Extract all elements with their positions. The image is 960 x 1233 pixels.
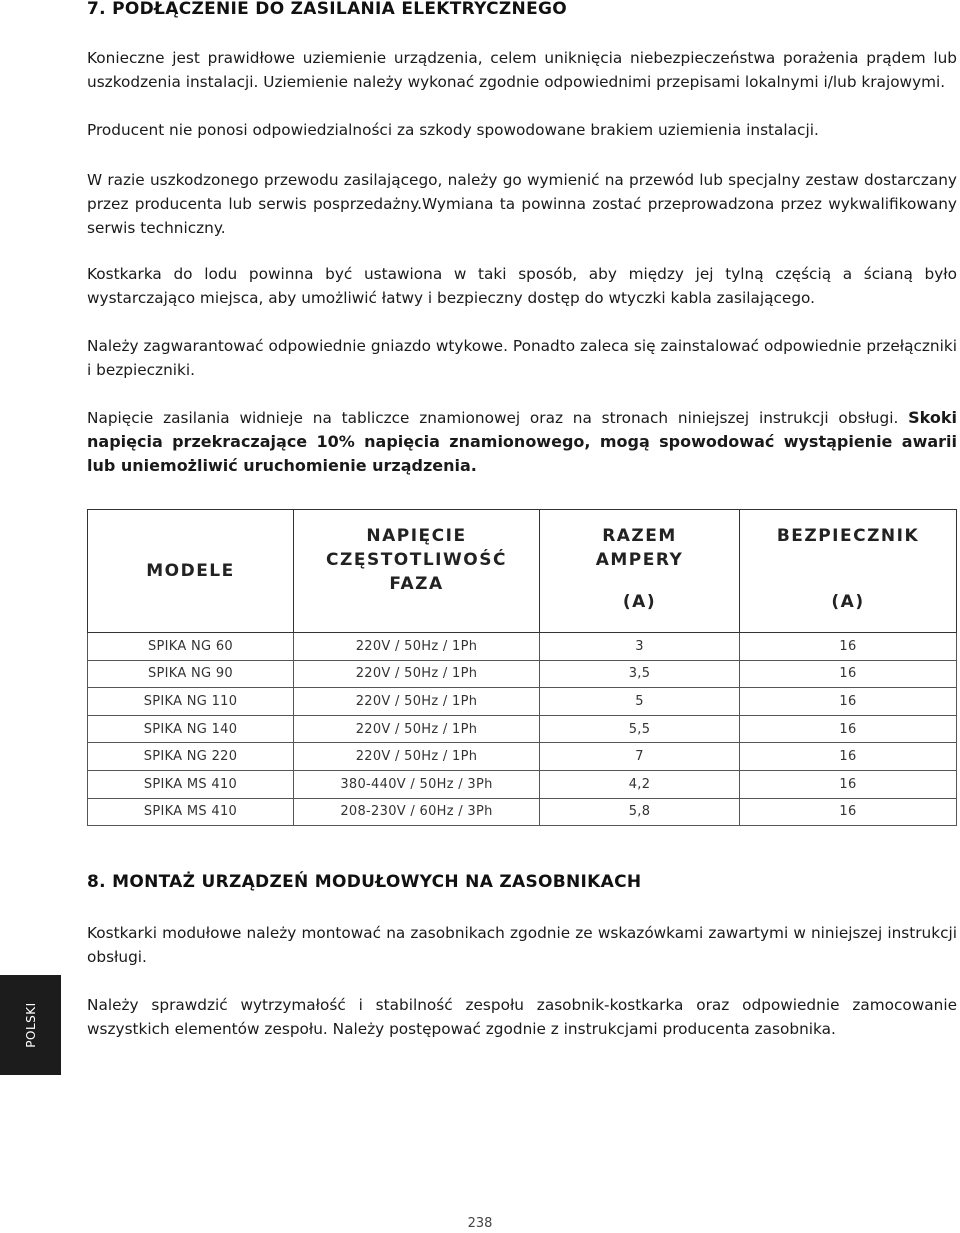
cell-fuse: 16 [740,715,957,743]
section-7-heading: 7. PODŁĄCZENIE DO ZASILANIA ELEKTRYCZNEGO [87,0,567,19]
cell-model: SPIKA MS 410 [88,770,294,798]
cell-supply: 220V / 50Hz / 1Ph [294,715,540,743]
paragraph-liability: Producent nie ponosi odpowiedzialności za szkody spowodowane brakiem uziemienia instalacji. [87,121,819,139]
cell-model: SPIKA NG 90 [88,660,294,688]
header-fuse-unit: (A) [831,592,865,612]
table-row [88,688,957,716]
cell-amps: 7 [540,743,740,771]
paragraph-socket: Należy zagwarantować odpowiednie gniazdo wtykowe. Ponadto zaleca się zainstalować odpowiednie przełączniki i bezpieczniki. [87,337,957,379]
table-header-row [88,510,957,633]
cell-amps: 5,5 [540,715,740,743]
paragraph-power-cord: W razie uszkodzonego przewodu zasilającego, należy go wymienić na przewód lub specjalny zestaw dostarczany przez producenta lub serwis posprzedażny.Wymiana ta powinna zostać przeprowadzona przez wykwalifikowany serwis techniczny. [87,171,957,237]
paragraph-voltage [87,406,957,478]
cell-amps: 4,2 [540,770,740,798]
electrical-spec-table [87,509,957,826]
voltage-warning: Skoki napięcia przekraczające 10% napięcia znamionowego, mogą spowodować wystąpienie awarii lub uniemożliwić uruchomienie urządzenia. [87,408,957,475]
header-models: MODELE [88,510,294,633]
cell-supply: 220V / 50Hz / 1Ph [294,633,540,661]
cell-amps: 5,8 [540,798,740,826]
cell-fuse: 16 [740,798,957,826]
header-voltage-line1: NAPIĘCIE [366,526,467,546]
table-row [88,633,957,661]
header-fuse-line1: BEZPIECZNIK [776,526,920,546]
cell-amps: 5 [540,688,740,716]
page-number: 238 [467,1216,493,1231]
table-row [88,770,957,798]
cell-fuse: 16 [740,743,957,771]
cell-amps: 3 [540,633,740,661]
cell-fuse: 16 [740,660,957,688]
cell-model: SPIKA NG 220 [88,743,294,771]
paragraph-placement: Kostkarka do lodu powinna być ustawiona w taki sposób, aby między jej tylną częścią a ścianą było wystarczająco miejsca, aby umożliwić łatwy i bezpieczny dostęp do wtyczki kabla zasilającego. [87,265,957,307]
paragraph-module-mounting: Kostkarki modułowe należy montować na zasobnikach zgodnie ze wskazówkami zawartymi w niniejszej instrukcji obsługi. [87,924,957,966]
table-row [88,798,957,826]
language-tab-label: POLSKI [23,1002,38,1048]
header-amps-unit: (A) [622,592,657,612]
header-voltage-line3: FAZA [389,574,444,594]
header-amps-line1: RAZEM [602,526,677,546]
section-8-heading: 8. MONTAŻ URZĄDZEŃ MODUŁOWYCH NA ZASOBNIKACH [87,872,642,892]
cell-supply: 380-440V / 50Hz / 3Ph [294,770,540,798]
table-row [88,715,957,743]
paragraph-grounding: Konieczne jest prawidłowe uziemienie urządzenia, celem uniknięcia niebezpieczeństwa porażenia prądem lub uszkodzenia instalacji. Uziemienie należy wykonać zgodnie odpowiednimi przepisami lokalnymi i/lub krajowymi. [87,49,957,91]
table-row [88,743,957,771]
cell-fuse: 16 [740,770,957,798]
header-voltage-line2: CZĘSTOTLIWOŚĆ [326,550,507,570]
voltage-note: Napięcie zasilania widnieje na tabliczce znamionowej oraz na stronach niniejszej instrukcji obsługi. [87,409,909,427]
cell-supply: 220V / 50Hz / 1Ph [294,660,540,688]
cell-model: SPIKA NG 110 [88,688,294,716]
cell-amps: 3,5 [540,660,740,688]
cell-fuse: 16 [740,688,957,716]
cell-supply: 208-230V / 60Hz / 3Ph [294,798,540,826]
header-amps-line2: AMPERY [595,550,684,570]
cell-fuse: 16 [740,633,957,661]
paragraph-stability: Należy sprawdzić wytrzymałość i stabilność zespołu zasobnik-kostkarka oraz odpowiednie zamocowanie wszystkich elementów zespołu. Należy postępować zgodnie z instrukcjami producenta zasobnika. [87,996,957,1038]
cell-model: SPIKA MS 410 [88,798,294,826]
cell-supply: 220V / 50Hz / 1Ph [294,743,540,771]
cell-model: SPIKA NG 140 [88,715,294,743]
language-tab [0,975,61,1075]
header-fuse [740,510,957,633]
header-amps [540,510,740,633]
table-row [88,660,957,688]
cell-model: SPIKA NG 60 [88,633,294,661]
header-voltage [294,510,540,633]
cell-supply: 220V / 50Hz / 1Ph [294,688,540,716]
